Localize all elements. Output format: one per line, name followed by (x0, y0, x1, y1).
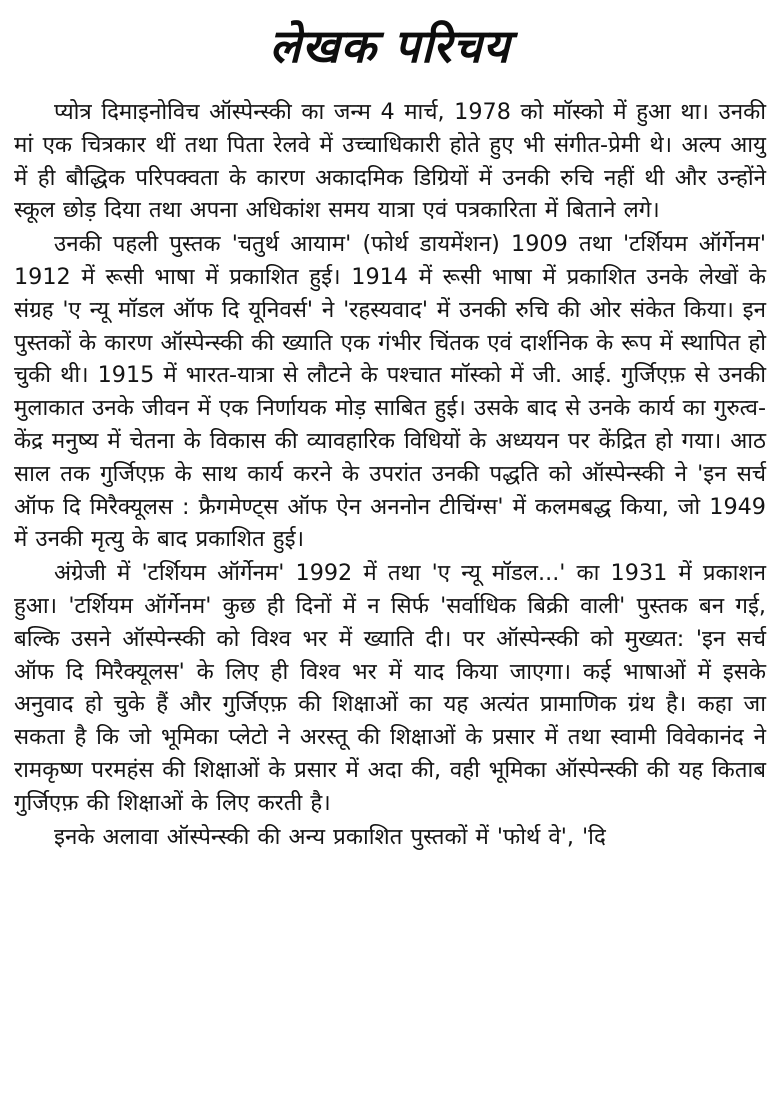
paragraph-birth: प्योत्र दिमाइनोविच ऑस्पेन्स्की का जन्म 4 मार्च, 1978 को मॉस्को में हुआ था। उनकी मां एक चित्रकार थीं तथा पिता रेलवे में उच्चाधिकारी होते हुए भी संगीत-प्रेमी थे। अल्प आयु में ही बौद्धिक परिपक्वता के कारण अकादमिक डिग्रियों में उनकी रुचि नहीं थी और उन्होंने स्कूल छोड़ दिया तथा अपना अधिकांश समय यात्रा एवं पत्रकारिता में बिताने लगे। (14, 99, 766, 224)
paragraph-publications: उनकी पहली पुस्तक 'चतुर्थ आयाम' (फोर्थ डायमेंशन) 1909 तथा 'टर्शियम ऑर्गेनम' 1912 में रूसी भाषा में प्रकाशित हुई। 1914 में रूसी भाषा में प्रकाशित उनके लेखों के संग्रह 'ए न्यू मॉडल ऑफ दि यूनिवर्स' ने 'रहस्यवाद' में उनकी रुचि की ओर संकेत किया। इन पुस्तकों के कारण ऑस्पेन्स्की की ख्याति एक गंभीर चिंतक एवं दार्शनिक के रूप में स्थापित हो चुकी थी। 1915 में भारत-यात्रा से लौटने के पश्चात मॉस्को में जी. आई. गुर्जिएफ़ से उनकी मुलाकात उनके जीवन में एक निर्णायक मोड़ साबित हुई। उसके बाद से उनके कार्य का गुरुत्व-केंद्र मनुष्य में चेतना के विकास की व्यावहारिक विधियों के अध्ययन पर केंद्रित हो गया। आठ साल तक गुर्जिएफ़ के साथ कार्य करने के उपरांत उनकी पद्धति को ऑस्पेन्स्की ने 'इन सर्च ऑफ दि मिरैक्यूलस : फ्रैगमेण्ट्स ऑफ ऐन अननोन टीचिंग्स' में कलमबद्ध किया, जो 1949 में उनकी मृत्यु के बाद प्रकाशित हुई। (14, 231, 766, 553)
page-title: लेखक परिचय (269, 19, 511, 73)
paragraph-other-books: इनके अलावा ऑस्पेन्स्की की अन्य प्रकाशित पुस्तकों में 'फोर्थ वे', 'दि (54, 823, 606, 850)
paragraph-english-editions: अंग्रेजी में 'टर्शियम ऑर्गेनम' 1992 में तथा 'ए न्यू मॉडल...' का 1931 में प्रकाशन हुआ। 'टर्शियम ऑर्गेनम' कुछ ही दिनों में न सिर्फ 'सर्वाधिक बिक्री वाली' पुस्तक बन गई, बल्कि उसने ऑस्पेन्स्की को विश्व भर में ख्याति दी। पर ऑस्पेन्स्की को मुख्यत: 'इन सर्च ऑफ दि मिरैक्यूलस' के लिए ही विश्व भर में याद किया जाएगा। कई भाषाओं में इसके अनुवाद हो चुके हैं और गुर्जिएफ़ की शिक्षाओं का यह अत्यंत प्रामाणिक ग्रंथ है। कहा जा सकता है कि जो भूमिका प्लेटो ने अरस्तू की शिक्षाओं के प्रसार में तथा स्वामी विवेकानंद ने रामकृष्ण परमहंस की शिक्षाओं के प्रसार में अदा की, वही भूमिका ऑस्पेन्स्की की यह किताब गुर्जिएफ़ की शिक्षाओं के लिए करती है। (14, 560, 766, 816)
